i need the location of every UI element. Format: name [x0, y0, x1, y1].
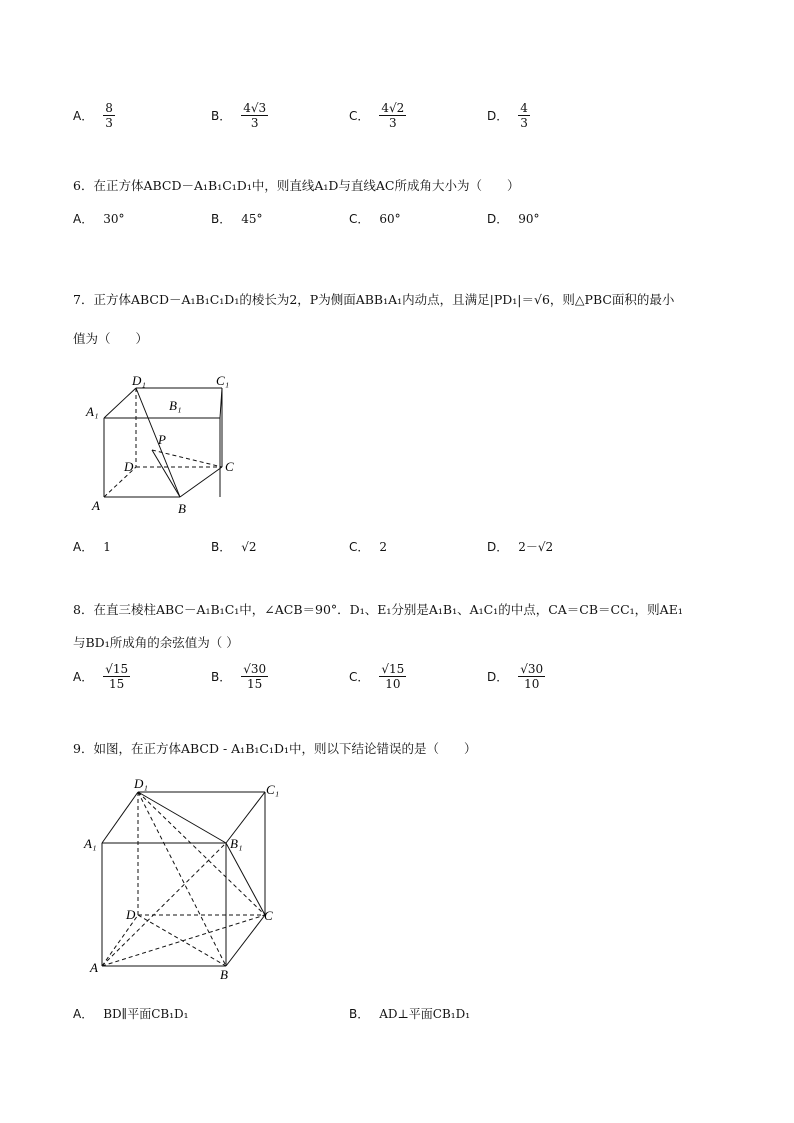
q9-option-b: B． AD⊥平面CB₁D₁ — [349, 1007, 471, 1021]
fraction: $\frac{8}{3}$ — [105, 101, 113, 130]
hidden-edge-ad — [102, 915, 138, 966]
label-d1: D₁ — [132, 373, 146, 388]
q8-stem-line2: 与BD₁所成角的余弦值为（ ） — [73, 635, 239, 650]
edge-bc — [226, 915, 265, 966]
label-b: B — [220, 967, 228, 982]
hidden-segment-d1b — [138, 792, 226, 966]
q7-cube-figure — [80, 370, 260, 520]
q6-option-a: A． 30° — [73, 211, 125, 226]
segment-pb — [152, 450, 180, 497]
q8-option-c: C． $\frac{√15}{10}$ — [349, 662, 405, 691]
hidden-segment-db — [138, 915, 226, 966]
q6-stem: 6．在正方体ABCD－A₁B₁C₁D₁中，则直线A₁D与直线AC所成角大小为（ ） — [73, 178, 520, 193]
edge-a1d1 — [104, 388, 136, 418]
edge-a1d1 — [102, 792, 138, 843]
label-b: B — [178, 501, 186, 516]
fraction: $\frac{√15}{15}$ — [105, 662, 129, 691]
label-b1: B₁ — [169, 398, 182, 413]
option-label: D． — [487, 109, 509, 123]
q6-option-b: B． 45° — [211, 211, 263, 226]
q7-stem-line2: 值为（ ） — [73, 331, 149, 346]
label-c: C — [225, 459, 234, 474]
fraction: $\frac{4}{3}$ — [520, 101, 528, 130]
q7-option-a: A． 1 — [73, 539, 111, 554]
label-d: D — [124, 459, 134, 474]
q6-option-d: D． 90° — [487, 211, 540, 226]
q7-option-c: C． 2 — [349, 539, 388, 554]
fraction: $\frac{4√3}{3}$ — [243, 101, 267, 130]
hidden-segment-pc — [152, 450, 222, 467]
fraction: $\frac{√30}{15}$ — [243, 662, 267, 691]
q9-stem: 9．如图，在正方体ABCD - A₁B₁C₁D₁中，则以下结论错误的是（ ） — [73, 741, 477, 756]
option-label: C． — [349, 109, 370, 123]
label-d1: D₁ — [134, 776, 148, 791]
hidden-segment-d1c — [138, 792, 265, 915]
fraction: $\frac{√30}{10}$ — [520, 662, 544, 691]
edge-bc — [180, 467, 222, 497]
q8-option-d: D． $\frac{√30}{10}$ — [487, 662, 544, 691]
label-a1: A₁ — [86, 404, 99, 419]
label-c1: C₁ — [266, 782, 280, 797]
q5-option-c — [349, 101, 406, 130]
hidden-segment-ab1 — [102, 843, 226, 966]
q8-option-a: A． $\frac{√15}{15}$ — [73, 662, 129, 691]
q9-cube-figure — [80, 770, 300, 985]
q5-option-d — [487, 101, 530, 130]
label-d: D — [126, 907, 136, 922]
fraction: $\frac{4√2}{3}$ — [381, 101, 405, 130]
label-a1: A₁ — [84, 836, 97, 851]
label-p: P — [158, 432, 166, 447]
label-b1: B₁ — [230, 836, 243, 851]
q8-stem-line1: 8．在直三棱柱ABC－A₁B₁C₁中，∠ACB＝90°．D₁、E₁分别是A₁B₁、A₁C₁的中点，CA＝CB＝CC₁，则AE₁ — [73, 602, 683, 617]
option-label: A． — [73, 109, 94, 123]
label-c: C — [264, 908, 273, 923]
segment-b1c — [226, 843, 265, 915]
fraction: $\frac{√15}{10}$ — [381, 662, 405, 691]
option-label: B． — [211, 109, 232, 123]
label-a: A — [92, 498, 100, 513]
q6-option-c: C． 60° — [349, 211, 401, 226]
q5-option-b — [211, 101, 268, 130]
q7-option-b: B． √2 — [211, 539, 257, 554]
q9-option-a: A． BD∥平面CB₁D₁ — [73, 1007, 189, 1021]
q7-option-d: D． 2－√2 — [487, 540, 554, 554]
label-c1: C₁ — [216, 373, 230, 388]
q7-stem-line1: 7．正方体ABCD－A₁B₁C₁D₁的棱长为2，P为侧面ABB₁A₁内动点，且满足|PD₁|＝√6，则△PBC面积的最小 — [73, 292, 675, 307]
q5-option-a — [73, 101, 115, 130]
hidden-segment-ac — [102, 915, 265, 966]
label-a: A — [90, 960, 98, 975]
q8-option-b: B． $\frac{√30}{15}$ — [211, 662, 267, 691]
